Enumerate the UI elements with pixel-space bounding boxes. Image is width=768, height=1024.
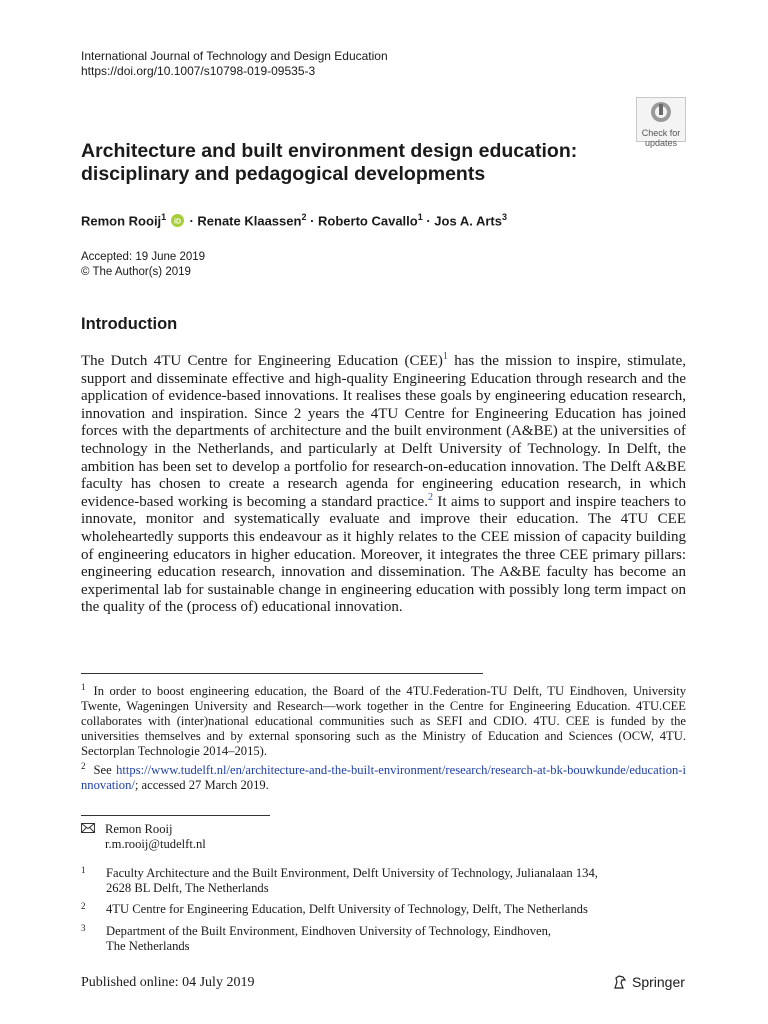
- footnote-divider: [81, 673, 483, 674]
- author-separator: ·: [306, 213, 319, 229]
- author-affiliation-ref: 1: [417, 212, 423, 222]
- affiliation-number: 1: [81, 865, 86, 875]
- footnote-number: 1: [81, 682, 86, 692]
- affiliation-3: [81, 924, 681, 954]
- footnote-ref-2[interactable]: 2: [427, 491, 433, 503]
- author-name[interactable]: Jos A. Arts: [434, 213, 502, 229]
- copyright-notice: © The Author(s) 2019: [81, 266, 191, 278]
- author-separator: ·: [189, 213, 198, 229]
- publisher-name: Springer: [632, 974, 685, 990]
- corresponding-author-name: Remon Rooij: [105, 822, 173, 836]
- affiliation-line: Faculty Architecture and the Built Environment, Delft University of Technology, Julianalaan 134,: [106, 866, 598, 880]
- footnote-prefix: See: [93, 763, 117, 778]
- author-affiliation-ref: 1: [161, 212, 167, 222]
- published-online-date: Published online: 04 July 2019: [81, 975, 255, 990]
- author-list: [81, 209, 507, 229]
- title-line-2: disciplinary and pedagogical developments: [81, 163, 486, 185]
- journal-header: [81, 49, 388, 79]
- affiliation-1: [81, 866, 681, 896]
- author-separator: ·: [422, 213, 435, 229]
- article-dates: [81, 250, 205, 280]
- intro-text-part-1: The Dutch 4TU Centre for Engineering Education (CEE): [81, 353, 443, 369]
- author-name[interactable]: Roberto Cavallo: [318, 213, 418, 229]
- journal-name: International Journal of Technology and Design Education: [81, 49, 388, 63]
- author-name[interactable]: Remon Rooij: [81, 213, 162, 229]
- article-title: [81, 140, 601, 186]
- title-line-1: Architecture and built environment design education:: [81, 140, 578, 162]
- introduction-paragraph: [81, 353, 686, 617]
- footnote-number: 2: [81, 761, 86, 772]
- section-heading: Introduction: [81, 315, 178, 333]
- correspondence-divider: [81, 815, 270, 816]
- affiliation-number: 2: [81, 901, 86, 911]
- affiliation-line: The Netherlands: [106, 939, 190, 953]
- envelope-icon: [81, 823, 95, 833]
- corresponding-author-email[interactable]: r.m.rooij@tudelft.nl: [105, 837, 206, 851]
- intro-text-part-2: has the mission to inspire, stimulate, support and disseminate effective and high-quality Engineering Education through research and the application of evidence-based innovations. It realises these goals by engineering education research, innovation and inspiration. Since 2 years the 4TU Centre for Engineering Education has joined forces with the departments of architecture and the built environment (A&BE) at the universities of technology in the Netherlands, and particularly at Delft University of Technology. In Delft, the ambition has been set to develop a portfolio for research-on-education innovation. The Delft A&BE faculty has chosen to create a research agenda for engineering education research, in which evidence-based working is becoming a standard practice.: [81, 353, 687, 510]
- doi-link[interactable]: https://doi.org/10.1007/s10798-019-09535-3: [81, 64, 316, 78]
- author-affiliation-ref: 2: [301, 212, 307, 222]
- affiliation-line: 4TU Centre for Engineering Education, Delft University of Technology, Delft, The Netherlands: [106, 902, 588, 916]
- affiliation-2: [81, 902, 681, 917]
- check-for-updates-badge[interactable]: [636, 97, 686, 148]
- affiliation-number: 3: [81, 923, 86, 933]
- intro-text-part-3: It aims to support and inspire teachers to innovate, monitor and systematically evaluate and improve their education. The 4TU CEE wholeheartedly supports this endeavour as it highly relates to the CEE mission of capacity building of engineering educators in higher education. Moreover, it integrates the three CEE primary pillars: engineering education research, innovation and dissemination. The A&BE faculty has become an experimental lab for sustainable change in engineering education with possibly long term impact on the quality of the (process of) educational innovation.: [81, 493, 686, 616]
- footnote-2: [81, 759, 686, 793]
- publisher-logo: [612, 974, 685, 990]
- footnote-text: In order to boost engineering education, the Board of the 4TU.Federation-TU Delft, TU Eindhoven, University Twente, Wageningen University and Research—work together in the Centre for Engineering Education. 4TU.CEE collaborates with (inter)national educational communities such as SEFI and CDIO. 4TU. CEE is funded by the universities themselves and by external sponsoring such as the Ministry of Education and Sciences (OCW, 4TU. Sectorplan Technologie 2014–2015).: [81, 684, 686, 759]
- crossmark-label-2: updates: [644, 138, 678, 148]
- crossmark-icon: [650, 101, 672, 123]
- author-name[interactable]: Renate Klaassen: [197, 213, 302, 229]
- affiliation-line: Department of the Built Environment, Eindhoven University of Technology, Eindhoven,: [106, 924, 552, 938]
- footnote-link[interactable]: https://www.tudelft.nl/en/architecture-and-the-built-environment/research/research-at-bk-bouwkunde/education-innovation/: [81, 763, 686, 793]
- svg-text:iD: iD: [173, 218, 181, 226]
- footnote-1: [81, 680, 686, 759]
- footnotes: [81, 680, 686, 793]
- footnote-ref-1[interactable]: 1: [442, 351, 448, 362]
- crossmark-label-1: Check for: [641, 128, 681, 138]
- orcid-icon[interactable]: [171, 214, 184, 227]
- springer-horse-icon: [612, 974, 628, 990]
- affiliation-line: 2628 BL Delft, The Netherlands: [106, 881, 269, 895]
- correspondence-block: [81, 822, 206, 852]
- accepted-date: Accepted: 19 June 2019: [81, 251, 206, 263]
- footnote-suffix: ; accessed 27 March 2019.: [134, 778, 269, 793]
- author-affiliation-ref: 3: [501, 212, 507, 222]
